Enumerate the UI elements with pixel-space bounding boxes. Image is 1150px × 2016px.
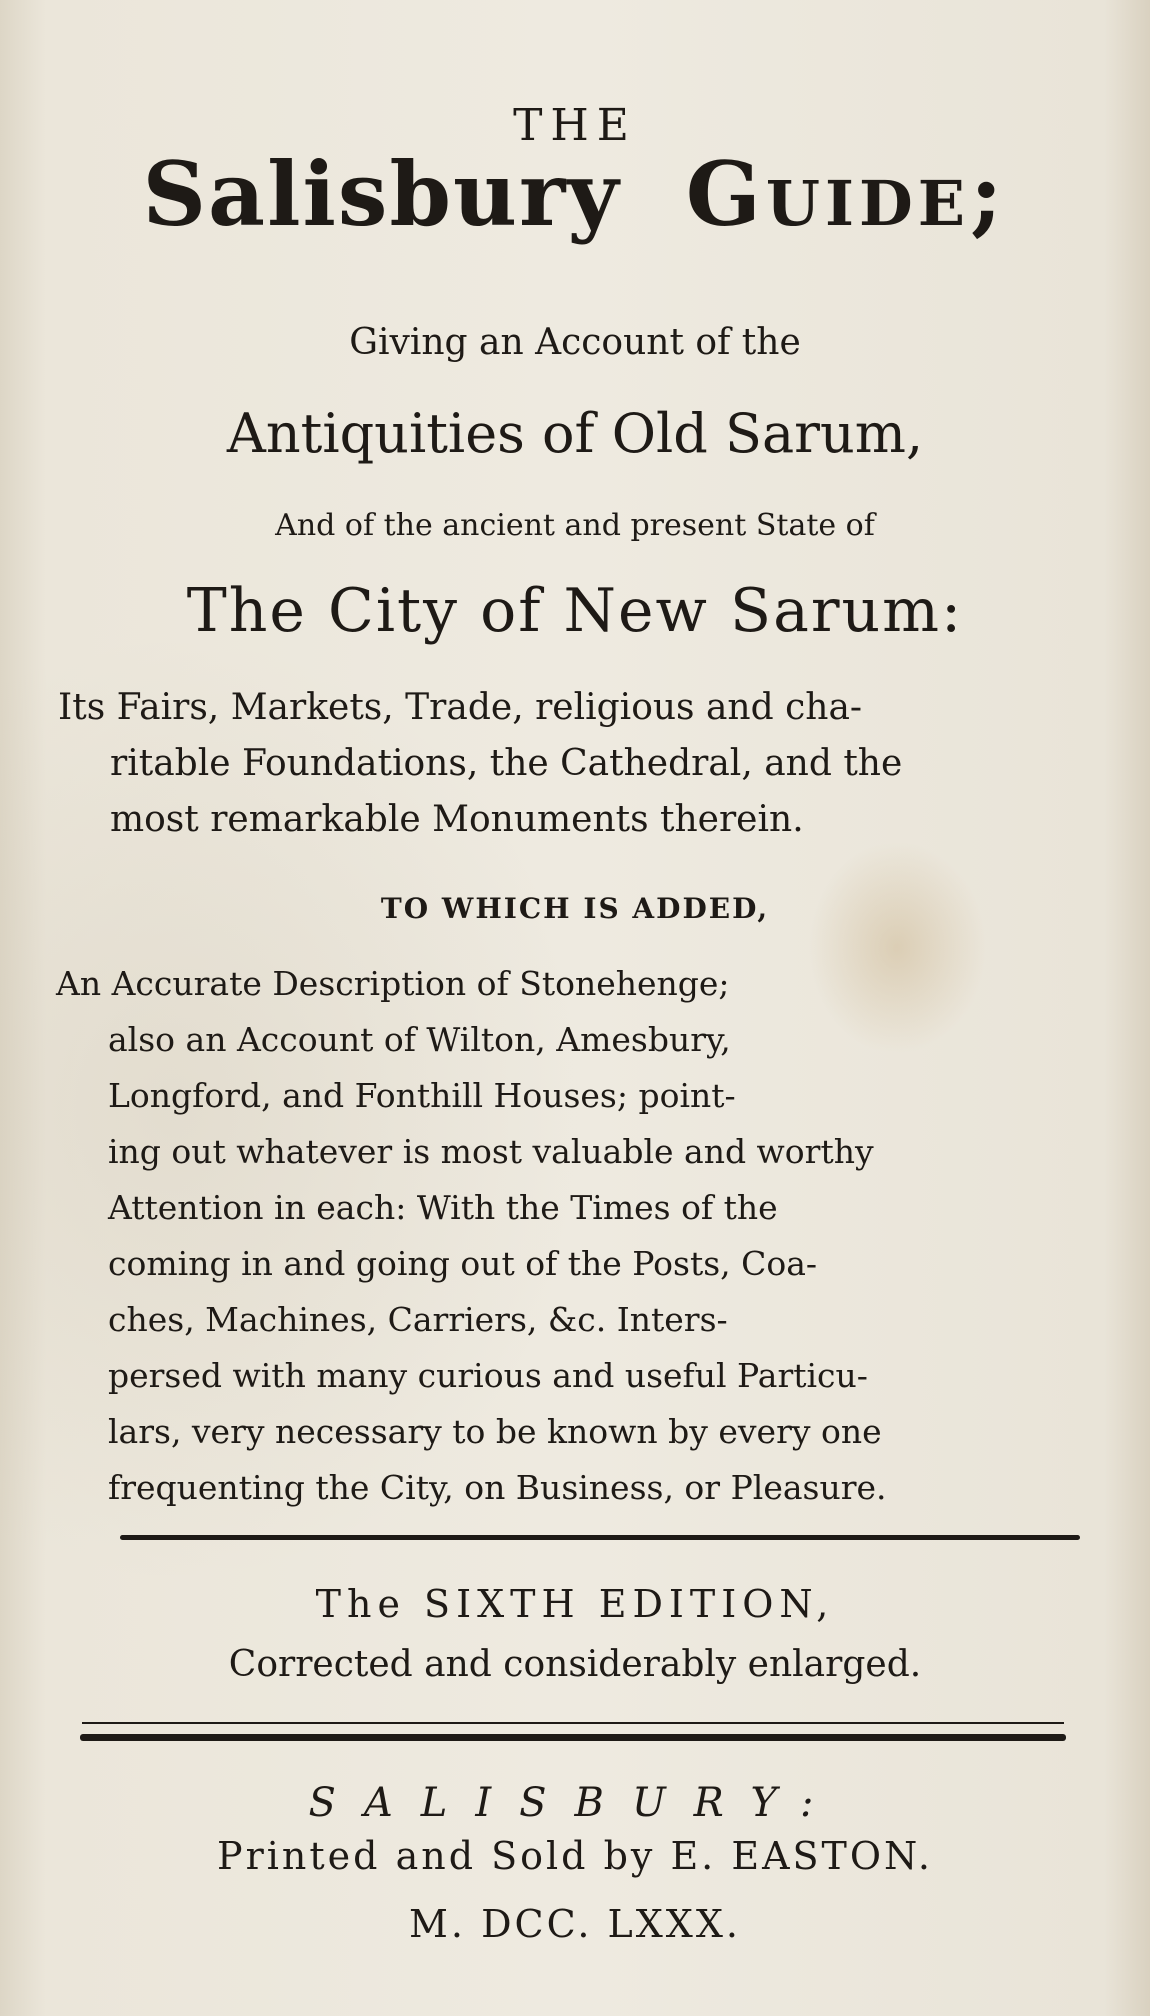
subtitle-city-new-sarum: The City of New Sarum: xyxy=(186,576,964,646)
added-heading: TO WHICH IS ADDED, xyxy=(380,892,770,925)
edition-note: Corrected and considerably enlarged. xyxy=(228,1644,922,1685)
paragraph-line: Its Fairs, Markets, Trade, religious and cha- xyxy=(58,687,863,728)
paragraph-line: coming in and going out of the Posts, Coa- xyxy=(108,1244,818,1283)
paragraph-line: Longford, and Fonthill Houses; point- xyxy=(108,1076,736,1115)
imprint-date: M. DCC. LXXX. xyxy=(409,1902,741,1946)
divider-rule-double-thin xyxy=(82,1722,1064,1724)
paragraph-line: ritable Foundations, the Cathedral, and the xyxy=(110,743,903,784)
paragraph-line: Attention in each: With the Times of the xyxy=(108,1188,778,1227)
paragraph-line: also an Account of Wilton, Amesbury, xyxy=(108,1020,731,1059)
title-salisbury: Salisbury xyxy=(142,142,621,246)
description-paragraph-2 xyxy=(56,956,1096,1516)
paragraph-line: most remarkable Monuments therein. xyxy=(110,799,804,840)
divider-rule-top xyxy=(120,1535,1080,1540)
paragraph-line: An Accurate Description of Stonehenge; xyxy=(56,964,730,1003)
title-guide: Guide; xyxy=(685,142,1008,246)
edition: The SIXTH EDITION, xyxy=(315,1582,835,1626)
subtitle-giving-account: Giving an Account of the xyxy=(349,322,801,363)
paragraph-line: ches, Machines, Carriers, &c. Inters- xyxy=(108,1300,728,1339)
paragraph-line: lars, very necessary to be known by every one xyxy=(108,1412,882,1451)
imprint-printer: Printed and Sold by E. EASTON. xyxy=(217,1834,933,1878)
main-title xyxy=(0,142,1150,246)
subtitle-ancient-present: And of the ancient and present State of xyxy=(275,508,875,543)
description-paragraph-1 xyxy=(58,680,1088,848)
title-the: THE xyxy=(513,100,637,151)
paragraph-line: frequenting the City, on Business, or Pleasure. xyxy=(108,1468,887,1507)
subtitle-antiquities: Antiquities of Old Sarum, xyxy=(226,402,924,465)
paragraph-line: ing out whatever is most valuable and worthy xyxy=(108,1132,874,1171)
imprint-place: SALISBURY: xyxy=(308,1780,842,1826)
divider-rule-double-thick xyxy=(80,1734,1066,1741)
paragraph-line: persed with many curious and useful Particu- xyxy=(108,1356,868,1395)
